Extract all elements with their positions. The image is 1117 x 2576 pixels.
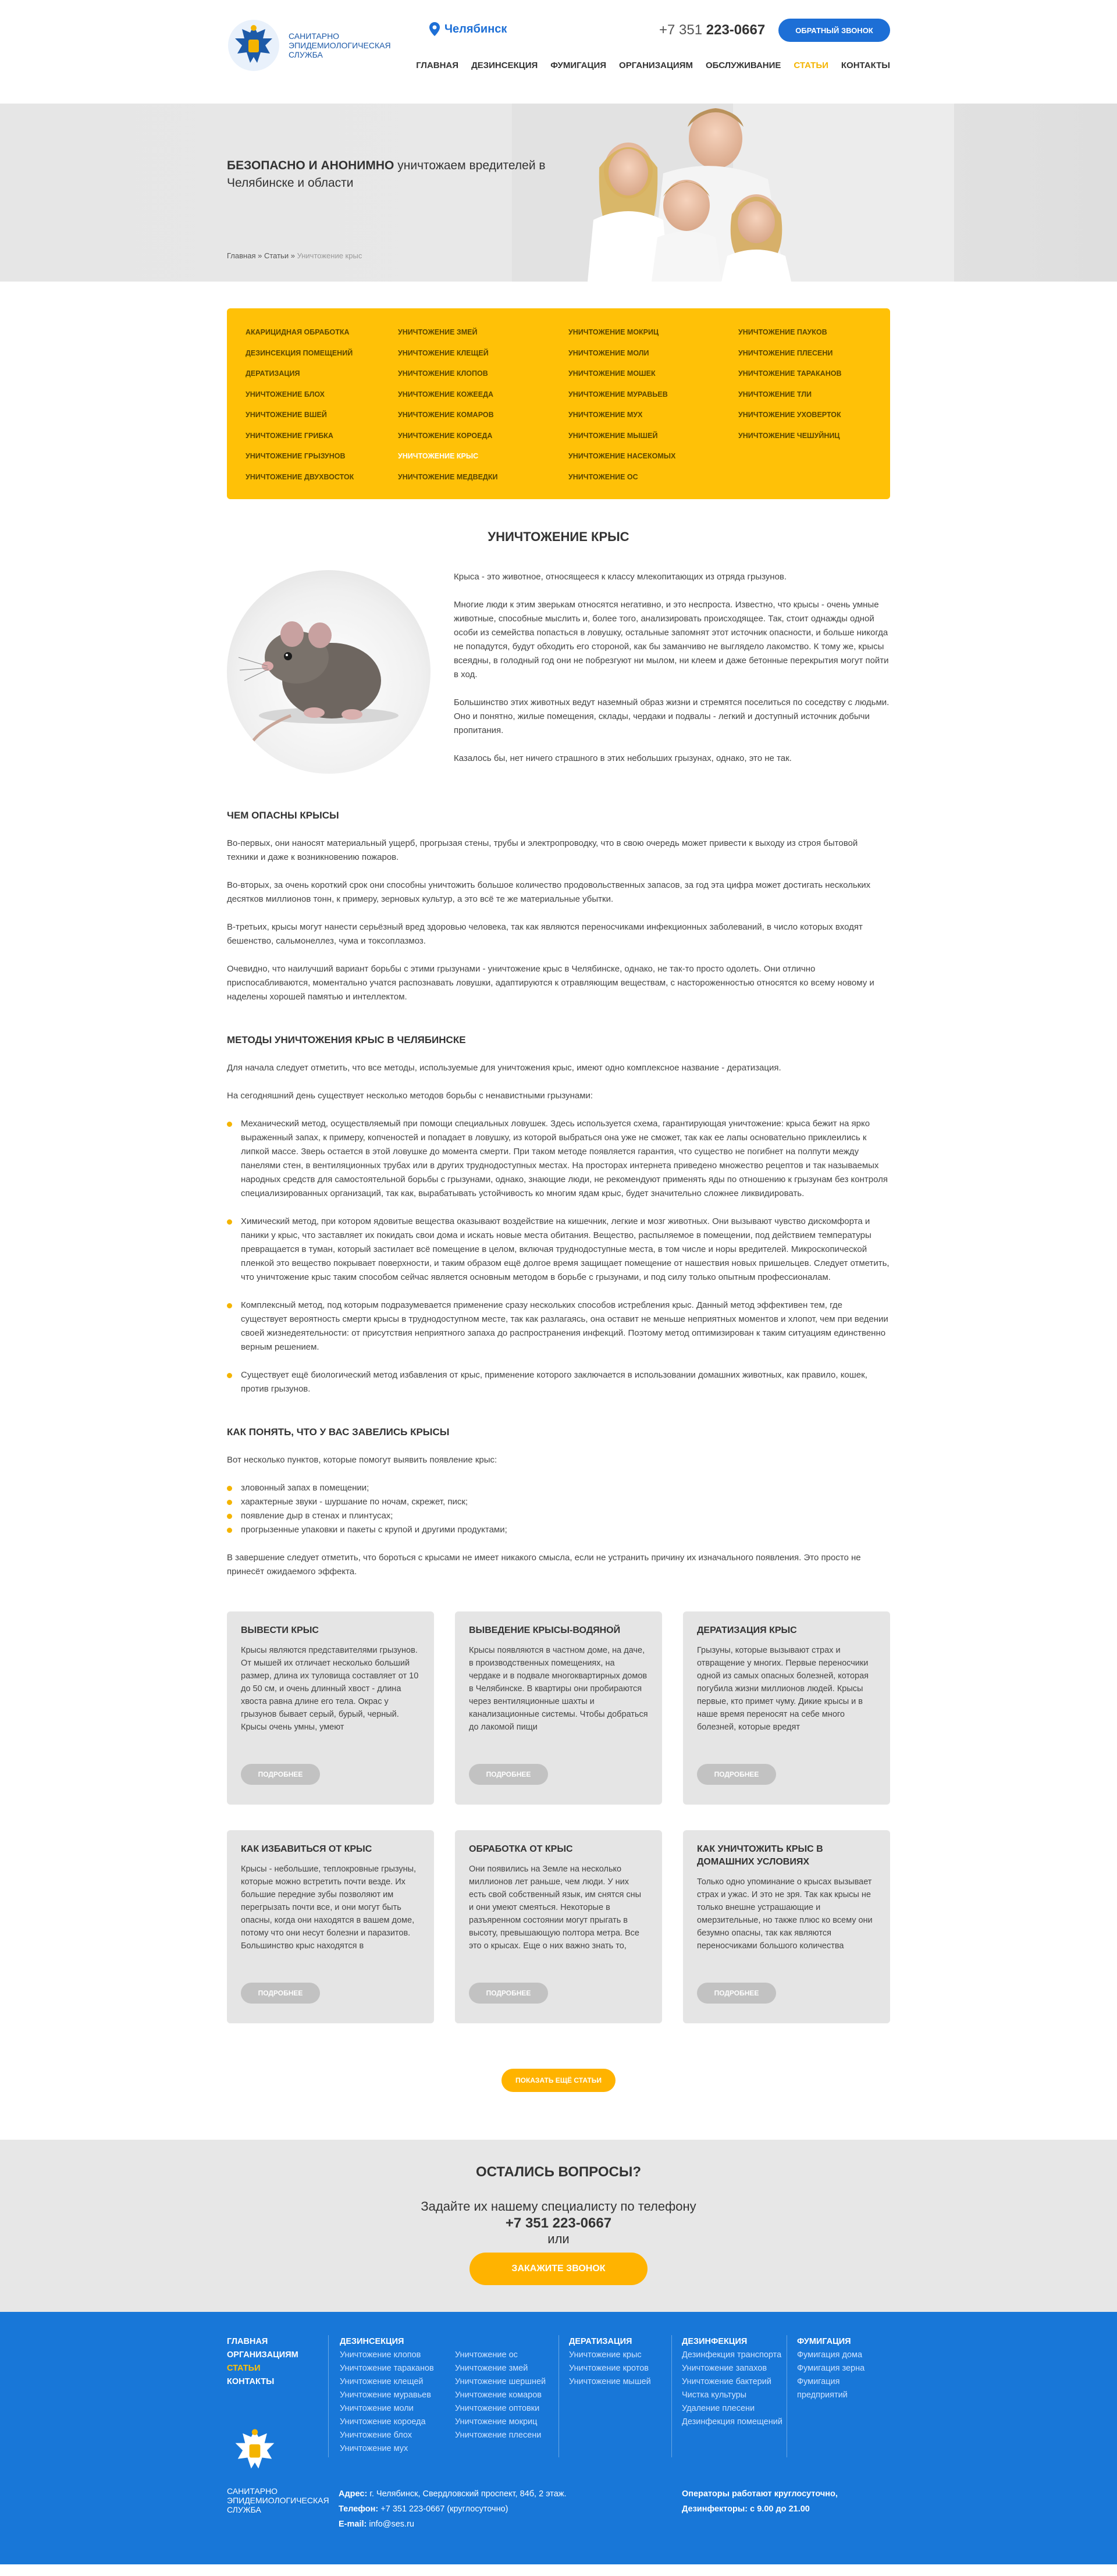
footer-col-fumigaciya [797,2335,890,2402]
danger-paragraph: Очевидно, что наилучший вариант борьбы с этими грызунами - уничтожение крыс в Челябинске, однако, не так-то просто одолеть. Они отлично приспосабливаются, моментально учатся распознавать ловушки, адаптируются к отравляющим веществам, с настороженностью относятся ко всему новому и наделены хорошей памятью и интеллектом. [227,964,874,1002]
card-title: ВЫВЕДЕНИЕ КРЫСЫ-ВОДЯНОЙ [469,1625,621,1635]
footer-col-deratizaciya [569,2335,651,2389]
intro-paragraph: Крыса - это животное, относящееся к классу млекопитающих из отряда грызунов. [454,572,787,582]
category-menu [227,308,890,499]
intro-paragraph: Большинство этих животных ведут наземный образ жизни и стремятся поселиться по соседству с людьми. Оно и понятно, жилые помещения, склады, чердаки и подвалы - легкий и доступный источник добычи пропитания. [454,698,890,735]
eagle-emblem-icon [227,19,280,72]
city-selector[interactable] [429,22,507,36]
category-link[interactable]: УНИЧТОЖЕНИЕ МОШЕК [568,369,656,378]
category-link[interactable]: ДЕРАТИЗАЦИЯ [246,369,300,378]
conclusion-paragraph: В завершение следует отметить, что бороться с крысами не имеет никакого смысла, если не устранить причину их изначального появления. Это просто не принесёт ожидаемого эффекта. [227,1553,861,1577]
footer-hours [682,2486,838,2517]
methods-intro: На сегодняшний день существует несколько методов борьбы с ненавистными грызунами: [227,1091,593,1101]
footer-link-contacts[interactable]: КОНТАКТЫ [227,2377,275,2386]
category-link[interactable]: УНИЧТОЖЕНИЕ КРЫС [398,452,479,460]
footer-heading-dezinsekciya[interactable]: ДЕЗИНСЕКЦИЯ [340,2337,404,2346]
methods-list [227,1117,890,1396]
article-title: УНИЧТОЖЕНИЕ КРЫС [488,529,629,544]
questions-or: или [547,2232,570,2246]
nav-item-fumigaciya[interactable]: ФУМИГАЦИЯ [550,61,607,70]
nav-item-service[interactable]: ОБСЛУЖИВАНИЕ [705,61,781,70]
footer-link[interactable]: Уничтожение блох [340,2431,412,2440]
category-link[interactable]: УНИЧТОЖЕНИЕ МЫШЕЙ [568,431,658,440]
related-articles [227,1611,890,2023]
footer-divider [671,2335,672,2457]
category-link[interactable]: УНИЧТОЖЕНИЕ КОЖЕЕДА [398,390,494,399]
category-link[interactable]: УНИЧТОЖЕНИЕ ПЛЕСЕНИ [738,348,833,357]
header-phone[interactable] [659,22,765,38]
category-link [738,467,884,488]
footer-heading-dezinfekciya[interactable]: ДЕЗИНФЕКЦИЯ [682,2337,748,2346]
questions-section [0,2140,1117,2312]
hero-title [227,157,576,192]
card-more-button[interactable]: ПОДРОБНЕЕ [469,1983,548,2004]
footer-logo-text: САНИТАРНО ЭПИДЕМИОЛОГИЧЕСКАЯ СЛУЖБА [227,2486,329,2514]
category-link[interactable]: УНИЧТОЖЕНИЕ ВШЕЙ [246,411,327,419]
nav-item-dezinsekciya[interactable]: ДЕЗИНСЕКЦИЯ [471,61,538,70]
section-title-danger: ЧЕМ ОПАСНЫ КРЫСЫ [227,810,339,821]
address-label: Адрес: [339,2489,368,2499]
danger-paragraph: Во-первых, они наносят материальный ущерб, прогрызая стены, трубы и электропроводку, что в свою очередь может привести к выходу из строя бытовой техники и даже к возникновению пожаров. [227,838,858,862]
footer-link[interactable]: Удаление плесени [682,2404,755,2413]
category-link[interactable]: УНИЧТОЖЕНИЕ ТЛИ [738,390,812,399]
category-link[interactable]: УНИЧТОЖЕНИЕ БЛОХ [246,390,325,399]
footer-link[interactable]: Уничтожение мышей [569,2377,651,2386]
footer-contacts [339,2486,567,2532]
card-more-button[interactable]: ПОДРОБНЕЕ [469,1764,548,1785]
phone-number: 223-0667 [706,22,766,38]
footer-link[interactable]: Уничтожение бактерий [682,2377,771,2386]
card-text: Только одно упоминание о крысах вызывает страх и ужас. И это не зря. Так как крысы не только внешне устрашающие и омерзительные, но также плюс ко всему они безумно опасны, так как являются переносчиками большого количества [697,1877,873,1951]
category-link[interactable]: УНИЧТОЖЕНИЕ КЛОПОВ [398,369,488,378]
card-more-button[interactable]: ПОДРОБНЕЕ [697,1764,776,1785]
category-link[interactable]: УНИЧТОЖЕНИЕ КОРОЕДА [398,431,493,440]
danger-paragraph: В-третьих, крысы могут нанести серьёзный вред здоровью человека, так как являются переносчиками инфекционных заболеваний, в число которых входят бешенство, сальмонеллез, чума и токсоплазмоз. [227,922,863,946]
card-text: Крысы - небольшие, теплокровные грызуны, которые можно встретить почти везде. Их большие передние зубы позволяют им перегрызать почти все, и они могут быть опасны, когда они находятся в вашем доме, потому что они несут болезни и паразитов. Большинство крыс находятся в [241,1865,417,1951]
category-link [738,446,884,467]
callback-button[interactable]: ОБРАТНЫЙ ЗВОНОК [778,19,890,42]
signs-intro: Вот несколько пунктов, которые помогут выявить появление крыс: [227,1455,497,1465]
more-articles [227,2069,890,2092]
footer-link[interactable]: Уничтожение мокриц [455,2417,538,2426]
list-item: Существует ещё биологический метод избавления от крыс, применение которого заключается в использовании домашних животных, как правило, кошек, против грызунов. [227,1368,890,1396]
card-text: Крысы являются представителями грызунов. От мышей их отличает несколько больший размер, длина их туловища составляет от 10 до 50 см, и очень длинный хвост - длина хвоста равна длине его тела. Окрас у грызунов бывает серый, бурый, черный. Крысы очень умны, умеют [241,1646,419,1732]
main-nav [416,61,890,70]
card-title: КАК УНИЧТОЖИТЬ КРЫС В ДОМАШНИХ УСЛОВИЯХ [697,1844,823,1867]
footer-link[interactable]: Уничтожение оптовки [455,2404,540,2413]
category-link[interactable]: УНИЧТОЖЕНИЕ ГРИБКА [246,431,333,440]
breadcrumb-separator: » [289,251,297,260]
footer-phone[interactable]: +7 351 223-0667 (круглосуточно) [380,2504,508,2514]
footer-link[interactable]: Уничтожение плесени [455,2431,542,2440]
site-header [0,0,1117,104]
card-more-button[interactable]: ПОДРОБНЕЕ [241,1983,320,2004]
category-link [568,488,738,508]
footer-email[interactable]: info@ses.ru [369,2520,414,2529]
article-card[interactable] [683,1611,890,1805]
danger-paragraph: Во-вторых, за очень короткий срок они способны уничтожить большое количество продовольственных запасов, за год эта цифра может достигать нескольких десятков миллионов тонн, к примеру, зерновых культур, а это всё те же материальные убытки. [227,880,871,904]
category-link[interactable]: УНИЧТОЖЕНИЕ МОЛИ [568,348,649,357]
footer-link[interactable]: Дезинфекция транспорта [682,2350,782,2360]
category-link[interactable]: УНИЧТОЖЕНИЕ КЛЕЩЕЙ [398,348,489,357]
footer-link[interactable]: Уничтожение змей [455,2364,528,2373]
category-link[interactable]: УНИЧТОЖЕНИЕ НАСЕКОМЫХ [568,452,676,460]
nav-item-home[interactable]: ГЛАВНАЯ [416,61,459,70]
footer-col-dezinsekciya [340,2335,434,2456]
breadcrumb [227,251,362,260]
section-title-signs: КАК ПОНЯТЬ, ЧТО У ВАС ЗАВЕЛИСЬ КРЫСЫ [227,1426,450,1438]
hero-title-bold: БЕЗОПАСНО И АНОНИМНО [227,159,394,172]
article-card[interactable] [683,1830,890,2023]
card-text: Крысы появляются в частном доме, на даче, в производственных помещениях, на чердаке и в подвале многоквартирных домов в Челябинске. В квартиры они пробираются через вентиляционные шахты и канализационные системы. Чтобы добраться до лакомой пищи [469,1646,648,1732]
footer-link[interactable]: Уничтожение короеда [340,2417,426,2426]
phone-label: Телефон: [339,2504,379,2514]
footer-link[interactable]: Уничтожение клопов [340,2350,421,2360]
list-item: Комплексный метод, под которым подразумевается применение сразу нескольких способов истребления крыс. Данный метод эффективен тем, где существует вероятность смерти крысы в труднодоступном месте, так как разлагаясь, она оставит не меньше неприятных моментов и хлопот, чем при ведении своей жизнедеятельности: от присутствия неприятного запаха до распространения инфекций. Поэтому метод оптимизирован к таким ситуациям единственно верным решением. [227,1298,890,1354]
footer-link-organizations[interactable]: ОРГАНИЗАЦИЯМ [227,2350,298,2360]
category-link[interactable]: УНИЧТОЖЕНИЕ ЧЕШУЙНИЦ [738,431,840,440]
footer-link[interactable]: Фумигация дома [797,2350,863,2360]
breadcrumb-current: Уничтожение крыс [297,251,362,260]
hero-title-rest: уничтожаем вредителей в Челябинске и области [227,159,546,190]
nav-item-articles[interactable]: СТАТЬИ [794,61,828,70]
questions-subtitle: Задайте их нашему специалисту по телефону [421,2199,696,2214]
footer-link[interactable]: Уничтожение муравьев [340,2390,431,2400]
category-link[interactable]: УНИЧТОЖЕНИЕ КОМАРОВ [398,411,494,419]
card-title: ВЫВЕСТИ КРЫС [241,1625,319,1635]
city-name: Челябинск [444,22,507,35]
methods-intro: Для начала следует отметить, что все методы, используемые для уничтожения крыс, имеют одно комплексное название - дератизация. [227,1063,781,1073]
section-title-methods: МЕТОДЫ УНИЧТОЖЕНИЯ КРЫС В ЧЕЛЯБИНСКЕ [227,1034,466,1045]
footer-link-home[interactable]: ГЛАВНАЯ [227,2337,268,2346]
signs-list [227,1481,890,1537]
breadcrumb-articles[interactable]: Статьи [264,251,289,260]
list-item: Химический метод, при котором ядовитые вещества оказывают воздействие на кишечник, легкие и мозг животных. Они вызывают чувство дискомфорта и паники у крыс, что заставляет их покидать свои дома и искать новые места обитания. Вещество, распыляемое в помещении, под действием температуры превращается в туман, который застилает всё помещение в целом, включая труднодоступные места, в том числе и норы вредителей. Микроскопической пленкой это вещество покрывает поверхности, и таким образом ещё долгое время защищает помещение от нашествия новых пришельцев. Следует отметить, что уничтожение крыс таким способом сейчас является основным методом в борьбе с грызунами, и под силу только опытным профессионалам. [227,1215,890,1285]
category-link [246,488,398,508]
footer-link[interactable]: Уничтожение кротов [569,2364,649,2373]
breadcrumb-separator: » [255,251,264,260]
category-link[interactable]: УНИЧТОЖЕНИЕ ТАРАКАНОВ [738,369,842,378]
category-link[interactable]: АКАРИЦИДНАЯ ОБРАБОТКА [246,328,350,336]
footer-link[interactable]: Уничтожение клещей [340,2377,424,2386]
footer-logo[interactable] [227,2422,332,2514]
category-link[interactable]: УНИЧТОЖЕНИЕ МЕДВЕДКИ [398,472,498,481]
category-link[interactable]: ДЕЗИНСЕКЦИЯ ПОМЕЩЕНИЙ [246,348,353,357]
address-value: г. Челябинск, Свердловский проспект, 84б, 2 этаж. [369,2489,567,2499]
footer-heading-fumigaciya[interactable]: ФУМИГАЦИЯ [797,2337,851,2346]
nav-item-contacts[interactable]: КОНТАКТЫ [841,61,890,70]
footer-link[interactable]: Чистка культуры [682,2390,747,2400]
category-link[interactable]: УНИЧТОЖЕНИЕ МУХ [568,411,643,419]
category-link[interactable]: УНИЧТОЖЕНИЕ ПАУКОВ [738,328,827,336]
footer-main-links [227,2335,298,2389]
footer-link[interactable]: Дезинфекция помещений [682,2417,782,2426]
article-card[interactable] [455,1830,662,2023]
hero-banner [0,104,1117,282]
logo-text: САНИТАРНО ЭПИДЕМИОЛОГИЧЕСКАЯ СЛУЖБА [289,31,391,59]
list-item: Механический метод, осуществляемый при помощи специальных ловушек. Здесь используется схема, гарантирующая уничтожение: крыса бежит на ярко выраженный запах, к примеру, копченостей и попадает в ловушку, из которой выбраться она уже не сможет, так как ее лапы основательно приклеились к липкой массе. Зверь остается в этой ловушке до момента смерти. При таком методе появляется гарантия, что существо не погибнет на полпути между панелями стен, в вентиляционных трубах или в других труднодоступных местах. На просторах интернета приведено множество рецептов и так называемых народных средств для самостоятельной борьбы с грызунами, однако, знающие люди, не рекомендуют применять яды по отношению к грызунам без контроля специализированных организаций, так как, вырабатывать устойчивость ко многим ядам крыс, будет значительно сложнее ликвидировать. [227,1117,890,1201]
footer-heading-deratizaciya[interactable]: ДЕРАТИЗАЦИЯ [569,2337,632,2346]
footer-link[interactable]: Уничтожение моли [340,2404,414,2413]
email-label: E-mail: [339,2520,367,2529]
category-link[interactable]: УНИЧТОЖЕНИЕ ГРЫЗУНОВ [246,452,346,460]
intro-text [454,570,890,780]
list-item: появление дыр в стенах и плинтусах; [227,1509,890,1523]
footer-divider [558,2335,559,2457]
category-link[interactable]: УНИЧТОЖЕНИЕ ОС [568,472,638,481]
article-card[interactable] [227,1611,434,1805]
category-link[interactable]: УНИЧТОЖЕНИЕ МУРАВЬЕВ [568,390,668,399]
footer-link[interactable]: Уничтожение ос [455,2350,518,2360]
footer-link[interactable]: Уничтожение мух [340,2444,408,2453]
card-title: КАК ИЗБАВИТЬСЯ ОТ КРЫС [241,1844,372,1854]
footer-link[interactable]: Уничтожение запахов [682,2364,767,2373]
questions-title: ОСТАЛИСЬ ВОПРОСЫ? [475,2164,641,2180]
list-item: прогрызенные упаковки и пакеты с крупой и другими продуктами; [227,1523,890,1537]
intro-paragraph: Многие люди к этим зверькам относятся негативно, и это неспроста. Известно, что крысы - очень умные животные, способные мыслить и, более того, анализировать происходящее. Так, стоит однажды одной особи из семейства попасться в ловушку, остальные запомнят этот источник опасности, и больше никогда не попадутся, будут обходить его стороной, как бы заманчиво не выглядело лакомство. К тому же, крысы всеядны, в голодный год они не побрезгуют ни мылом, ни клеем и даже бетонные перекрытия могут пойти в ход. [454,600,889,679]
hours-disinfectors: Дезинфекторы: с 9.00 до 21.00 [682,2504,810,2514]
intro-paragraph: Казалось бы, нет ничего страшного в этих небольших грызунах, однако, это не так. [454,753,792,763]
card-more-button[interactable]: ПОДРОБНЕЕ [241,1764,320,1785]
footer-col-dezinfekciya [682,2335,782,2429]
hours-operators: Операторы работают круглосуточно, [682,2489,838,2499]
footer-link-articles[interactable]: СТАТЬИ [227,2364,261,2373]
location-pin-icon [429,22,440,36]
order-call-button[interactable]: ЗАКАЖИТЕ ЗВОНОК [469,2253,648,2285]
footer-link[interactable]: Уничтожение комаров [455,2390,542,2400]
eagle-emblem-icon [227,2422,283,2478]
list-item: характерные звуки - шуршание по ночам, скрежет, писк; [227,1495,890,1509]
rat-photo [227,570,431,774]
footer-link[interactable]: Уничтожение крыс [569,2350,642,2360]
list-item: зловонный запах в помещении; [227,1481,890,1495]
footer-link[interactable]: Уничтожение шершней [455,2377,546,2386]
footer-link[interactable]: Уничтожение тараканов [340,2364,434,2373]
card-text: Грызуны, которые вызывают страх и отвращение у многих. Первые переносчики одной из самых опасных болезней, которая погубила жизни миллионов людей. Крысы первые, кто примет чуму. Дикие крысы и в наше время переносят на себе много болезней, которые вредят [697,1646,869,1732]
show-more-articles-button[interactable]: ПОКАЗАТЬ ЕЩЁ СТАТЬИ [501,2069,616,2092]
footer-link[interactable]: Фумигация зерна [797,2364,865,2373]
nav-item-organizations[interactable]: ОРГАНИЗАЦИЯМ [619,61,693,70]
phone-prefix: +7 351 [659,22,703,38]
category-link[interactable]: УНИЧТОЖЕНИЕ УХОВЕРТОК [738,411,841,419]
category-link[interactable]: УНИЧТОЖЕНИЕ МОКРИЦ [568,328,659,336]
card-text: Они появились на Земле на несколько миллионов лет раньше, чем люди. У них есть свой собственный язык, им снятся сны и они умеют смеяться. Некоторые в разъяренном состоянии могут прыгать в высоту, превышающую полтора метра. Все это о крысах. Еще о них важно знать то, [469,1865,642,1951]
card-more-button[interactable]: ПОДРОБНЕЕ [697,1983,776,2004]
footer-col-dezinsekciya-2 [455,2349,546,2442]
category-link[interactable]: УНИЧТОЖЕНИЕ ЗМЕЙ [398,328,478,336]
category-link [738,488,884,508]
category-link [398,488,568,508]
rat-illustration [227,570,431,774]
card-title: ДЕРАТИЗАЦИЯ КРЫС [697,1625,797,1635]
article-card[interactable] [455,1611,662,1805]
article-card[interactable] [227,1830,434,2023]
category-link[interactable]: УНИЧТОЖЕНИЕ ДВУХВОСТОК [246,472,354,481]
site-logo[interactable] [227,19,393,72]
questions-phone[interactable]: +7 351 223-0667 [505,2215,612,2231]
footer-link[interactable]: Фумигация предприятий [797,2377,848,2400]
site-footer [0,2312,1117,2564]
article-intro [227,570,890,780]
card-title: ОБРАБОТКА ОТ КРЫС [469,1844,573,1854]
breadcrumb-home[interactable]: Главная [227,251,256,260]
